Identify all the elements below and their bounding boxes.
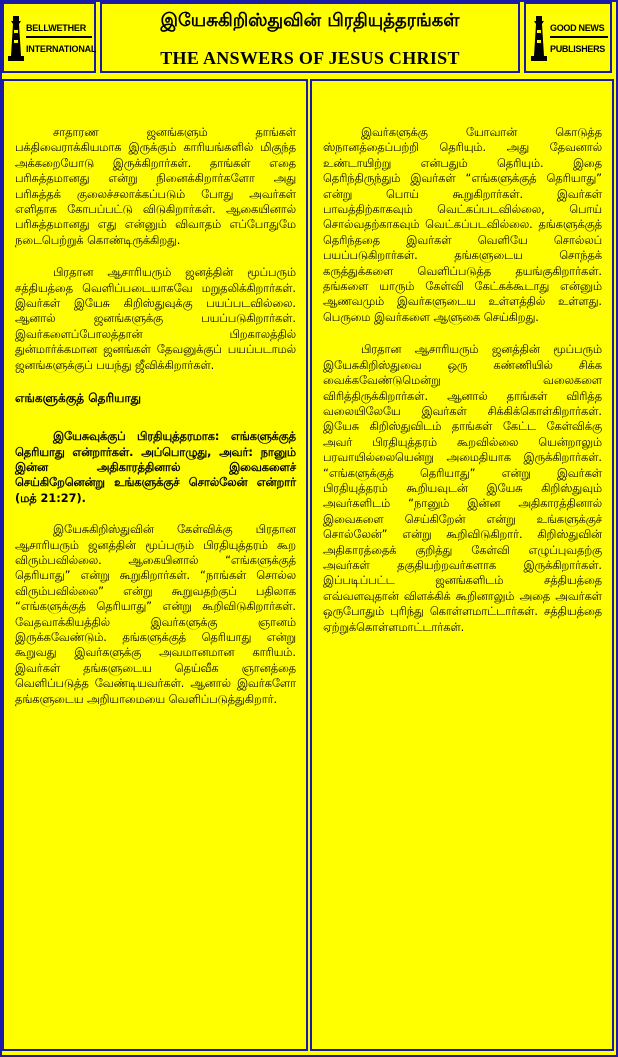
left-logo-box	[2, 2, 96, 73]
lighthouse-icon	[530, 16, 548, 62]
title-tamil: இயேசுகிறிஸ்துவின் பிரதியுத்தரங்கள்	[160, 10, 460, 31]
title-box	[100, 2, 520, 73]
good-news-logo	[530, 14, 610, 66]
paragraph: இயேசுகிறிஸ்துவின் கேள்விக்கு பிரதான ஆசாரியரும் ஜனத்தின் மூப்பரும் பிரதியுத்தரம் கூற விரும்பவில்லை. ஆகையினால் “எங்களுக்குத் தெரியாது” என்று கூறுகிறார்கள். “நாங்கள் சொல்ல விரும்பவில்லை” என்று கூறுவதற்குப் பதிலாக “எங்களுக்குத் தெரியாது” என்று கூறிவிடுகிறார்கள். வேதவாக்கியத்தில் இவர்களுக்கு ஞானம் இருக்கவேண்டும். தங்களுக்குத் தெரியாது என்று கூறுவது இவர்களுக்கு அவமானமான காரியம். இவர்கள் தங்களுடைய தெய்வீக ஞானத்தை வெளிப்படுத்த வேண்டியவர்கள். ஆனால் இவர்களோ தங்களுடைய அறியாமையை வெளிப்படுத்துகிறார்.	[15, 523, 296, 706]
right-logo-underline	[550, 36, 608, 38]
right-logo-box	[524, 2, 612, 73]
left-logo-line1: BELLWETHER	[26, 23, 86, 33]
paragraph: பிரதான ஆசாரியரும் ஜனத்தின் மூப்பரும் இயேசுகிறிஸ்துவை ஒரு கண்ணியில் சிக்க வைக்கவேண்டுமென்று வலைகளை விரித்திருக்கிறார்கள். ஆனால் தாங்கள் விரித்த வலையிலேயே இவர்கள் சிக்கிக்கொள்கிறார்கள். இயேசு கிறிஸ்துவிடம் தாங்கள் கேட்ட கேள்விக்கு அவர் பிரதியுத்தரம் கூறவில்லை யென்றாலும் பரவாயில்லையென்று அமைதியாக இருக்கிறார்கள். “எங்களுக்குத் தெரியாது” என்று இவர்கள் பிரதியுத்தரம் கூறியவுடன் இயேசு கிறிஸ்துவும் அவர்களிடம் “நானும் இன்ன அதிகாரத்தினால் இவைகளை செய்கிறேன் என்று உங்களுக்குச் சொல்லேன்” என்று கூறிவிடுகிறார். கிறிஸ்துவின் அதிகாரத்தைக் குறித்து கேள்வி எழுப்புவதற்கு அவர்கள் தகுதியற்றவர்களாக இருக்கிறார்கள். இப்படிப்பட்ட ஜனங்களிடம் சத்தியத்தை எவ்வளவுதான் விளக்கிக் கூறினாலும் அதை அவர்கள் ஒருபோதும் புரிந்து கொள்ளமாட்டார்கள். சத்தியத்தை ஏற்றுக்கொள்ளமாட்டார்கள்.	[323, 343, 602, 634]
bible-verse: இயேசுவுக்குப் பிரதியுத்தரமாக: எங்களுக்குத் தெரியாது என்றார்கள். அப்பொழுது, அவர்: நானும் இன்ன அதிகாரத்தினால் இவைகளைச் செய்கிறேனென்று உங்களுக்குச் சொல்லேன் என்றார் (மத் 21:27).	[15, 430, 296, 505]
column-left	[2, 79, 308, 1051]
column-right	[310, 79, 614, 1051]
left-logo-underline	[26, 36, 92, 38]
paragraph: பிரதான ஆசாரியரும் ஜனத்தின் மூப்பரும் சத்தியத்தை வெளிப்படையாகவே மறுதலிக்கிறார்கள். இவர்கள் இயேசு கிறிஸ்துவுக்கு பயப்படவில்லை. ஆனால் ஜனங்களுக்கு பயப்படுகிறார்கள். இவர்களைப்போலத்தான் பிறகாலத்தில் துன்மார்க்கமான ஜனங்கள் தேவனுக்குப் பயப்படாமல் ஜனங்களுக்குப் பயந்து ஜீவிக்கிறார்கள்.	[15, 266, 296, 372]
paragraph: சாதாரண ஜனங்களும் தாங்கள் பக்திவைராக்கியமாக இருக்கும் காரியங்களில் மிகுந்த அக்கறையோடு இருக்கிறார்கள். தாங்கள் எதை பரிசுத்தமானது என்று நினைக்கிறார்களோ அது பரிசுத்தக் குலைச்சலாக்கப்படும் போது அவர்கள் எளிதாக கோபப்பட்டு விடுகிறார்கள். ஆகையினால் பரிசுத்தமானது எது என்னும் விவாதம் எப்போதுமே நடைபெற்றுக் கொண்டிருக்கிறது.	[15, 126, 296, 247]
right-logo-line1: GOOD NEWS	[550, 23, 605, 33]
right-logo-line2: PUBLISHERS	[550, 44, 606, 54]
bellwether-logo	[8, 14, 97, 66]
section-heading: எங்களுக்குத் தெரியாது	[15, 391, 142, 406]
header	[0, 0, 614, 77]
lighthouse-icon	[8, 16, 24, 62]
left-logo-line2: INTERNATIONAL	[26, 44, 97, 54]
paragraph: இவர்களுக்கு யோவான் கொடுத்த ஸ்நானத்தைப்பற்றி தெரியும். அது தேவனால் உண்டாயிற்று என்பதும் தெரியும். இதை தெரிந்திருந்தும் இவர்கள் “எங்களுக்குத் தெரியாது” என்று பொய் கூறுகிறார்கள். இவர்கள் பாவத்திற்காகவும் வெட்கப்படவில்லை, பொய் சொல்வதற்காகவும் வெட்கப்படவில்லை. தங்களுக்குத் தெரிந்ததை இவர்கள் வெளியே சொல்லப் பயப்படுகிறார்கள். தங்களுடைய சொந்தக் கருத்துக்களை வெளிப்படுத்த தயங்குகிறார்கள். தங்களை யாரும் கேள்வி கேட்கக்கூடாது என்னும் ஆணவமும் இவர்களுடைய உள்ளத்தில் உள்ளது. பெருமை இவர்களை ஆளுகை செய்கிறது.	[323, 126, 602, 324]
title-english: THE ANSWERS OF JESUS CHRIST	[160, 48, 460, 68]
